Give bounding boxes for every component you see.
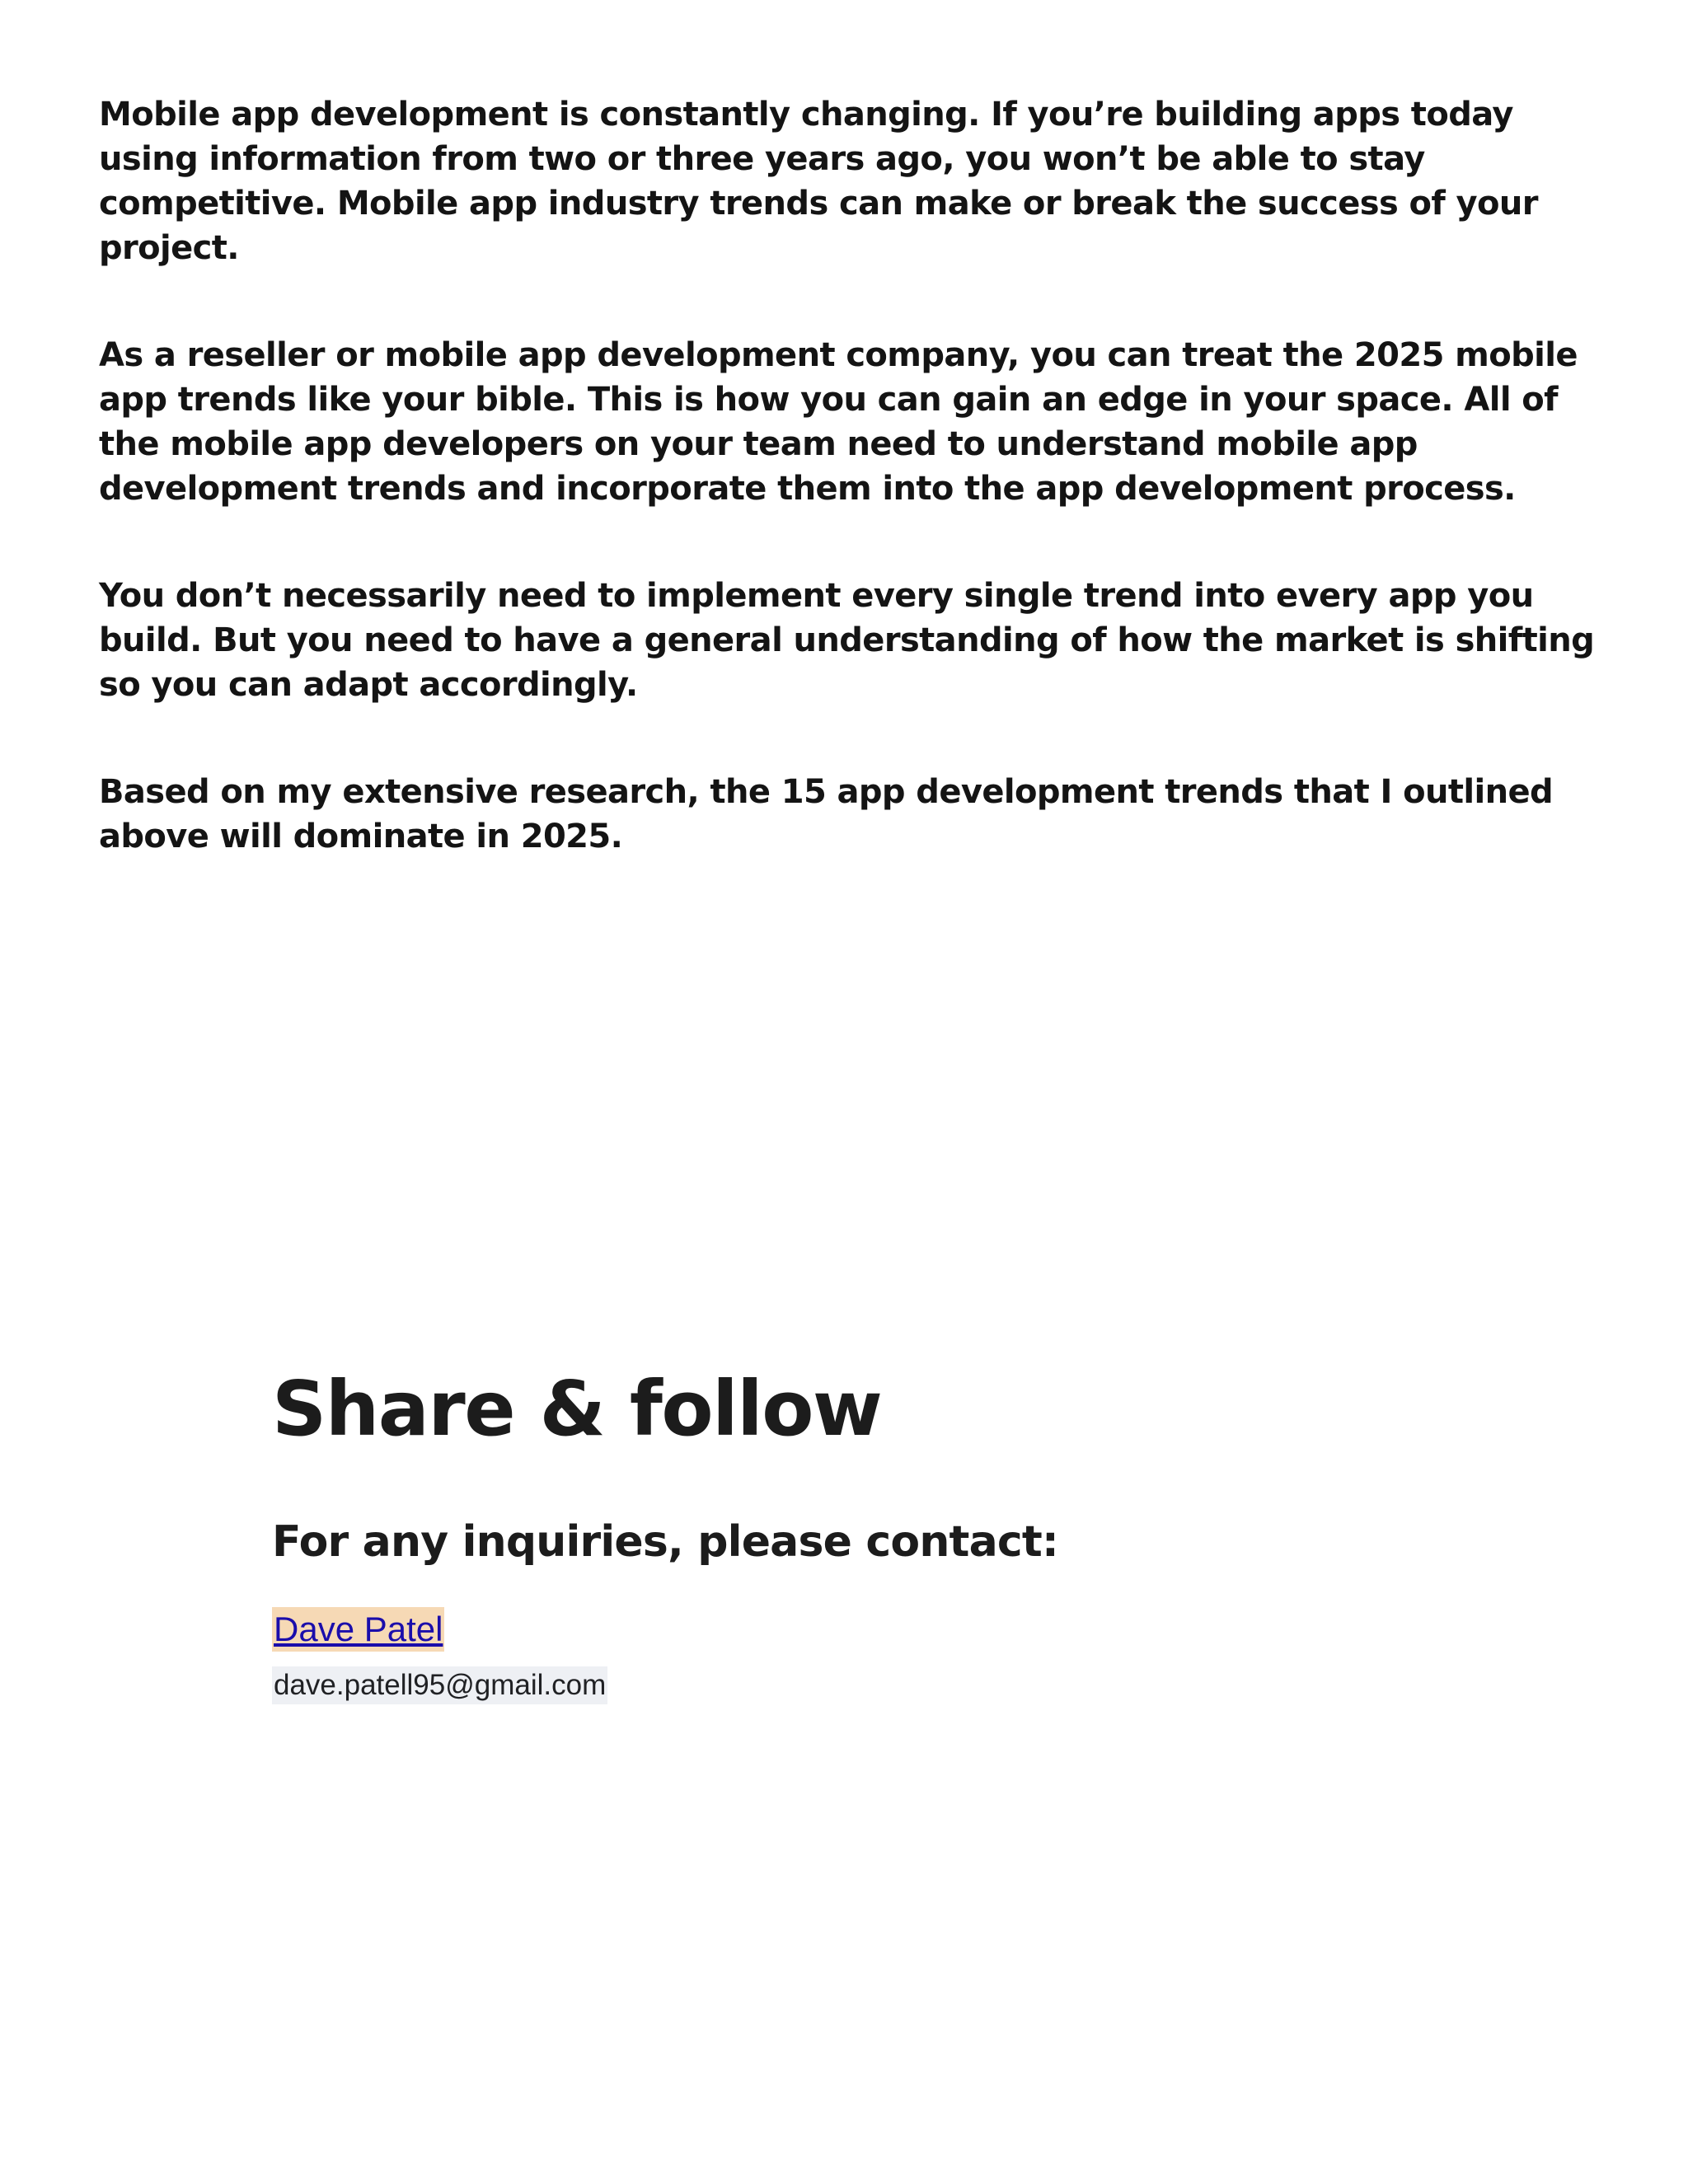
contact-email: dave.patell95@gmail.com [272,1666,607,1704]
paragraph-intro: Mobile app development is constantly changing. If you’re building apps today using information from two or three years ago, you won’t be able to stay competitive. Mobile app industry trends can make or break the success of your project. [99,96,1538,267]
share-follow-section [272,1360,1426,1704]
paragraph-implementation: You don’t necessarily need to implement every single trend into every app you build. But you need to have a general understanding of how the market is shifting so you can adapt accordingly. [99,577,1595,704]
paragraph-conclusion: Based on my extensive research, the 15 app development trends that I outlined above will dominate in 2025. [99,773,1554,855]
article-body [99,92,1599,921]
share-heading: Share & follow [272,1365,882,1453]
contact-heading: For any inquiries, please contact: [272,1517,1058,1567]
contact-name-link[interactable]: Dave Patel [272,1607,444,1652]
paragraph-reseller: As a reseller or mobile app development company, you can treat the 2025 mobile app trends like your bible. This is how you can gain an edge in your space. All of the mobile app developers on your team need to understand mobile app development trends and incorporate them into the app development process. [99,336,1578,508]
